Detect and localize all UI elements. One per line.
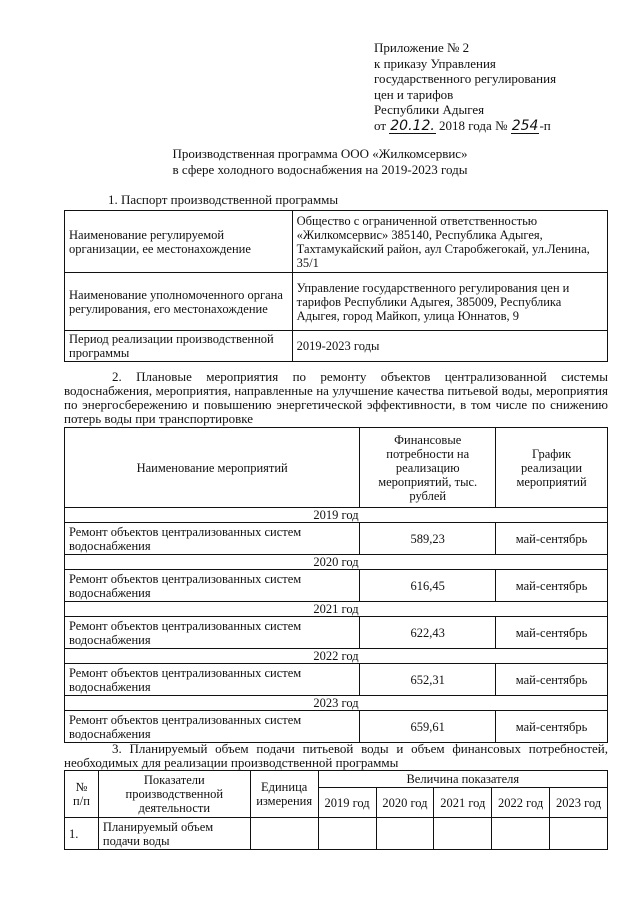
year-label: 2021 год — [65, 602, 608, 617]
measures-table — [64, 427, 608, 743]
col-header-year: 2021 год — [434, 788, 492, 818]
measure-name: Ремонт объектов централизованных систем водоснабжения — [65, 523, 360, 555]
measure-amount: 616,45 — [360, 570, 496, 602]
col-header-year: 2020 год — [376, 788, 434, 818]
passport-table — [64, 210, 608, 362]
indicator-value — [550, 818, 608, 850]
appendix-line: Приложение № 2 — [374, 40, 470, 55]
table-row — [65, 570, 608, 602]
section3-heading: 3. Планируемый объем подачи питьевой воды и объем финансовых потребностей, необходимых для реализации производственной программы — [64, 741, 608, 770]
measure-amount: 589,23 — [360, 523, 496, 555]
passport-value: 2019-2023 годы — [292, 331, 607, 362]
table-row — [65, 273, 608, 331]
measure-name: Ремонт объектов централизованных систем водоснабжения — [65, 664, 360, 696]
indicator-num: 1. — [65, 818, 99, 850]
indicator-name: Планируемый объем подачи воды — [98, 818, 250, 850]
year-label: 2022 год — [65, 649, 608, 664]
year-row — [65, 696, 608, 711]
indicator-value — [376, 818, 434, 850]
year-row — [65, 649, 608, 664]
measure-amount: 622,43 — [360, 617, 496, 649]
measure-schedule: май-сентябрь — [496, 617, 608, 649]
table-row — [65, 211, 608, 273]
year-row — [65, 602, 608, 617]
appendix-line: государственного регулирования — [374, 71, 557, 87]
table-header-row — [65, 771, 608, 788]
table-header-row — [65, 428, 608, 508]
table-row — [65, 331, 608, 362]
document-title — [0, 146, 640, 178]
col-header-schedule: График реализации мероприятий — [496, 428, 608, 508]
measure-schedule: май-сентябрь — [496, 570, 608, 602]
date-prefix: от — [374, 117, 387, 133]
measure-schedule: май-сентябрь — [496, 711, 608, 743]
col-header-num: № п/п — [65, 771, 99, 818]
appendix-line: Республики Адыгея — [374, 102, 485, 118]
measure-name: Ремонт объектов централизованных систем водоснабжения — [65, 570, 360, 602]
indicator-value — [492, 818, 550, 850]
col-header-indicator: Показатели производственной деятельности — [98, 771, 250, 818]
passport-value: Управление государственного регулирования цен и тарифов Республики Адыгея, 385009, Республика Адыгея, город Майкоп, улица Юннатов, 9 — [292, 273, 607, 331]
year-row — [65, 508, 608, 523]
indicator-value — [434, 818, 492, 850]
col-header-finance: Финансовые потребности на реализацию мероприятий, тыс. рублей — [360, 428, 496, 508]
table-row — [65, 664, 608, 696]
year-label: 2020 год — [65, 555, 608, 570]
order-suffix: -п — [539, 117, 551, 133]
col-header-year: 2023 год — [550, 788, 608, 818]
measure-schedule: май-сентябрь — [496, 523, 608, 555]
indicator-value — [318, 818, 376, 850]
measure-amount: 652,31 — [360, 664, 496, 696]
title-line-1: Производственная программа ООО «Жилкомсервис» — [172, 146, 468, 161]
passport-value: Общество с ограниченной ответственностью «Жилкомсервис» 385140, Республика Адыгея, Тахтамукайский район, аул Старобжегокай, ул.Ленина, 35/1 — [292, 211, 607, 273]
col-header-unit: Единица измерения — [250, 771, 318, 818]
year-row — [65, 555, 608, 570]
appendix-date-line — [374, 118, 634, 134]
col-header-year: 2019 год — [318, 788, 376, 818]
measure-amount: 659,61 — [360, 711, 496, 743]
measure-schedule: май-сентябрь — [496, 664, 608, 696]
col-header-name: Наименование мероприятий — [65, 428, 360, 508]
appendix-line: цен и тарифов — [374, 86, 454, 102]
col-header-year: 2022 год — [492, 788, 550, 818]
passport-label: Наименование регулируемой организации, ее местонахождение — [65, 211, 293, 273]
year-label: 2019 год — [65, 508, 608, 523]
indicator-unit — [250, 818, 318, 850]
handwritten-number: 254 — [511, 117, 539, 134]
title-line-2: в сфере холодного водоснабжения на 2019-2023 годы — [172, 162, 468, 177]
table-row — [65, 711, 608, 743]
indicators-table — [64, 770, 608, 850]
date-mid: 2018 года № — [439, 117, 508, 133]
section2-heading: 2. Плановые мероприятия по ремонту объектов централизованной системы водоснабжения, мероприятия, направленные на улучшение качества питьевой воды, мероприятия по энергосбережению и повышению энергетической эффективности, в том числе по снижению потерь воды при транспортировке — [64, 369, 608, 426]
year-label: 2023 год — [65, 696, 608, 711]
handwritten-date: 20.12. — [390, 117, 435, 134]
section1-heading: 1. Паспорт производственной программы — [108, 192, 339, 207]
table-row — [65, 523, 608, 555]
appendix-block — [374, 40, 634, 134]
col-header-value: Величина показателя — [318, 771, 607, 788]
passport-label: Период реализации производственной программы — [65, 331, 293, 362]
table-row — [65, 818, 608, 850]
table-row — [65, 617, 608, 649]
appendix-line: к приказу Управления — [374, 55, 496, 71]
measure-name: Ремонт объектов централизованных систем водоснабжения — [65, 617, 360, 649]
passport-label: Наименование уполномоченного органа регулирования, его местонахождение — [65, 273, 293, 331]
measure-name: Ремонт объектов централизованных систем водоснабжения — [65, 711, 360, 743]
